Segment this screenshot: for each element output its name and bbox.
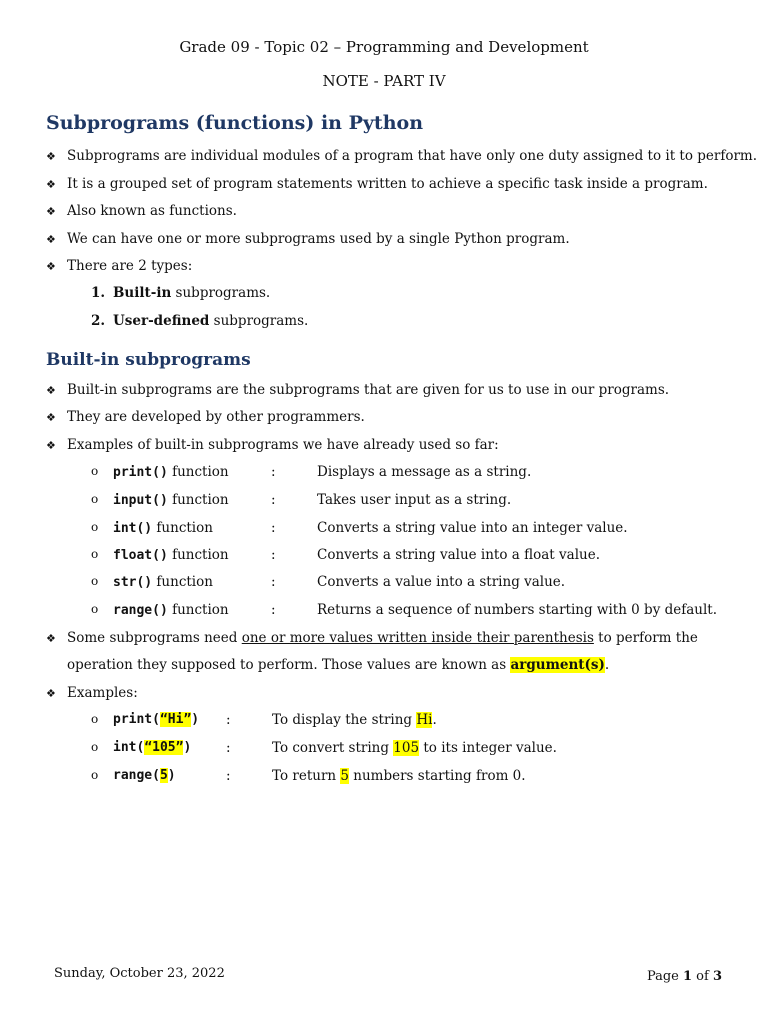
diamond-bullet-icon: ❖ [46,411,56,424]
function-row: o int() function : Converts a string value into an integer value. [91,520,628,536]
diamond-bullet-icon: ❖ [46,260,56,273]
section-title-built-in: Built-in subprograms [46,350,251,370]
bullet-item: ❖ Also known as functions. [46,203,237,219]
circle-bullet-icon: o [91,768,99,782]
circle-bullet-icon: o [91,492,99,506]
footer-page-number: Page 1 of 3 [646,969,722,984]
circle-bullet-icon: o [91,547,99,561]
circle-bullet-icon: o [91,740,99,754]
header-title: Grade 09 - Topic 02 – Programming and Development [179,38,589,56]
diamond-bullet-icon: ❖ [46,150,56,163]
numbered-item-user-defined: 2. User-defined subprograms. [91,313,309,329]
circle-bullet-icon: o [91,712,99,726]
section-title-subprograms: Subprograms (functions) in Python [46,112,424,134]
function-row: o range() function : Returns a sequence of numbers starting with 0 by default. [91,602,718,618]
diamond-bullet-icon: ❖ [46,632,56,645]
diamond-bullet-icon: ❖ [46,178,56,191]
diamond-bullet-icon: ❖ [46,233,56,246]
bullet-continuation: operation they supposed to perform. Those values are known as argument(s). [67,657,610,673]
function-row: o print() function : Displays a message as a string. [91,464,532,480]
bullet-item-examples: ❖ Examples: [46,685,138,701]
circle-bullet-icon: o [91,574,99,588]
circle-bullet-icon: o [91,602,99,616]
bullet-item: ❖ Examples of built-in subprograms we have already used so far: [46,437,499,453]
bullet-item: ❖ They are developed by other programmers. [46,409,365,425]
circle-bullet-icon: o [91,464,99,478]
function-row: o str() function : Converts a value into a string value. [91,574,566,590]
diamond-bullet-icon: ❖ [46,384,56,397]
function-row: o input() function : Takes user input as a string. [91,492,512,508]
diamond-bullet-icon: ❖ [46,687,56,700]
diamond-bullet-icon: ❖ [46,205,56,218]
bullet-item: ❖ There are 2 types: [46,258,193,274]
bullet-item: ❖ Subprograms are individual modules of a program that have only one duty assigned to it to perform. [46,148,758,164]
highlighted-term: argument(s) [510,657,605,673]
example-row: o range(5) : To return 5 numbers starting from 0. [91,768,526,784]
bullet-item-arguments: ❖ Some subprograms need one or more values written inside their parenthesis to perform the [46,630,698,646]
bullet-item: ❖ Built-in subprograms are the subprograms that are given for us to use in our programs. [46,382,670,398]
circle-bullet-icon: o [91,520,99,534]
function-row: o float() function : Converts a string value into a float value. [91,547,600,563]
bullet-item: ❖ It is a grouped set of program statements written to achieve a specific task inside a program. [46,176,708,192]
footer-date: Sunday, October 23, 2022 [54,966,225,981]
header-subtitle: NOTE - PART IV [322,72,446,90]
bullet-item: ❖ We can have one or more subprograms used by a single Python program. [46,231,570,247]
diamond-bullet-icon: ❖ [46,439,56,452]
numbered-item-built-in: 1. Built-in subprograms. [91,285,271,301]
example-row: o print(“Hi”) : To display the string Hi. [91,712,437,728]
example-row: o int(“105”) : To convert string 105 to its integer value. [91,740,557,756]
